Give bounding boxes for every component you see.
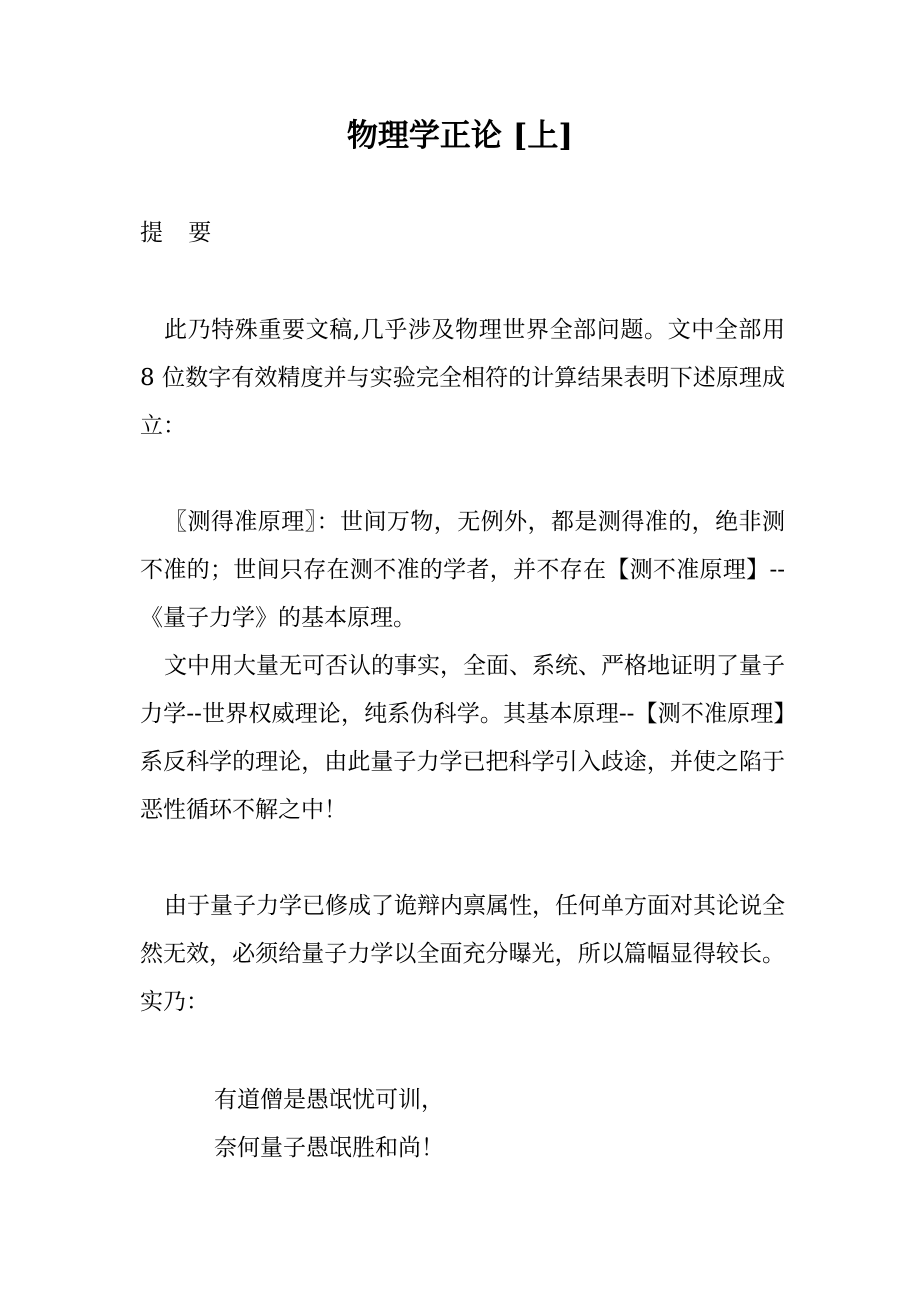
- document-title: 物理学正论 [上]: [346, 118, 574, 154]
- poem-line-2: 奈何量子愚氓胜和尚！: [214, 1135, 444, 1161]
- paragraph-length-block: [140, 882, 785, 1026]
- paragraph-proof: 文中用大量无可否认的事实，全面、系统、严格地证明了量子力学--世界权威理论，纯系伪科学。其基本原理--【测不准原理】系反科学的理论，由此量子力学已把科学引入歧途，并使之陷于恶性循环不解之中！: [140, 653, 785, 823]
- paragraph-length: 由于量子力学已修成了诡辩内禀属性，任何单方面对其论说全然无效，必须给量子力学以全面充分曝光，所以篇幅显得较长。实乃：: [140, 893, 785, 1015]
- paragraph-principle: 〖测得准原理〗：世间万物，无例外，都是测得准的，绝非测不准的；世间只存在测不准的学者，并不存在【测不准原理】--《量子力学》的基本原理。: [140, 509, 785, 631]
- poem-line-1: 有道僧是愚氓忧可训，: [214, 1087, 444, 1113]
- paragraph-intro-block: [140, 306, 785, 450]
- poem-block: [214, 1076, 444, 1172]
- paragraph-principle-block: [140, 498, 785, 834]
- paragraph-intro: 此乃特殊重要文稿,几乎涉及物理世界全部问题。文中全部用 8 位数字有效精度并与实验完全相符的计算结果表明下述原理成立：: [140, 317, 785, 439]
- abstract-heading: 提 要: [140, 220, 221, 246]
